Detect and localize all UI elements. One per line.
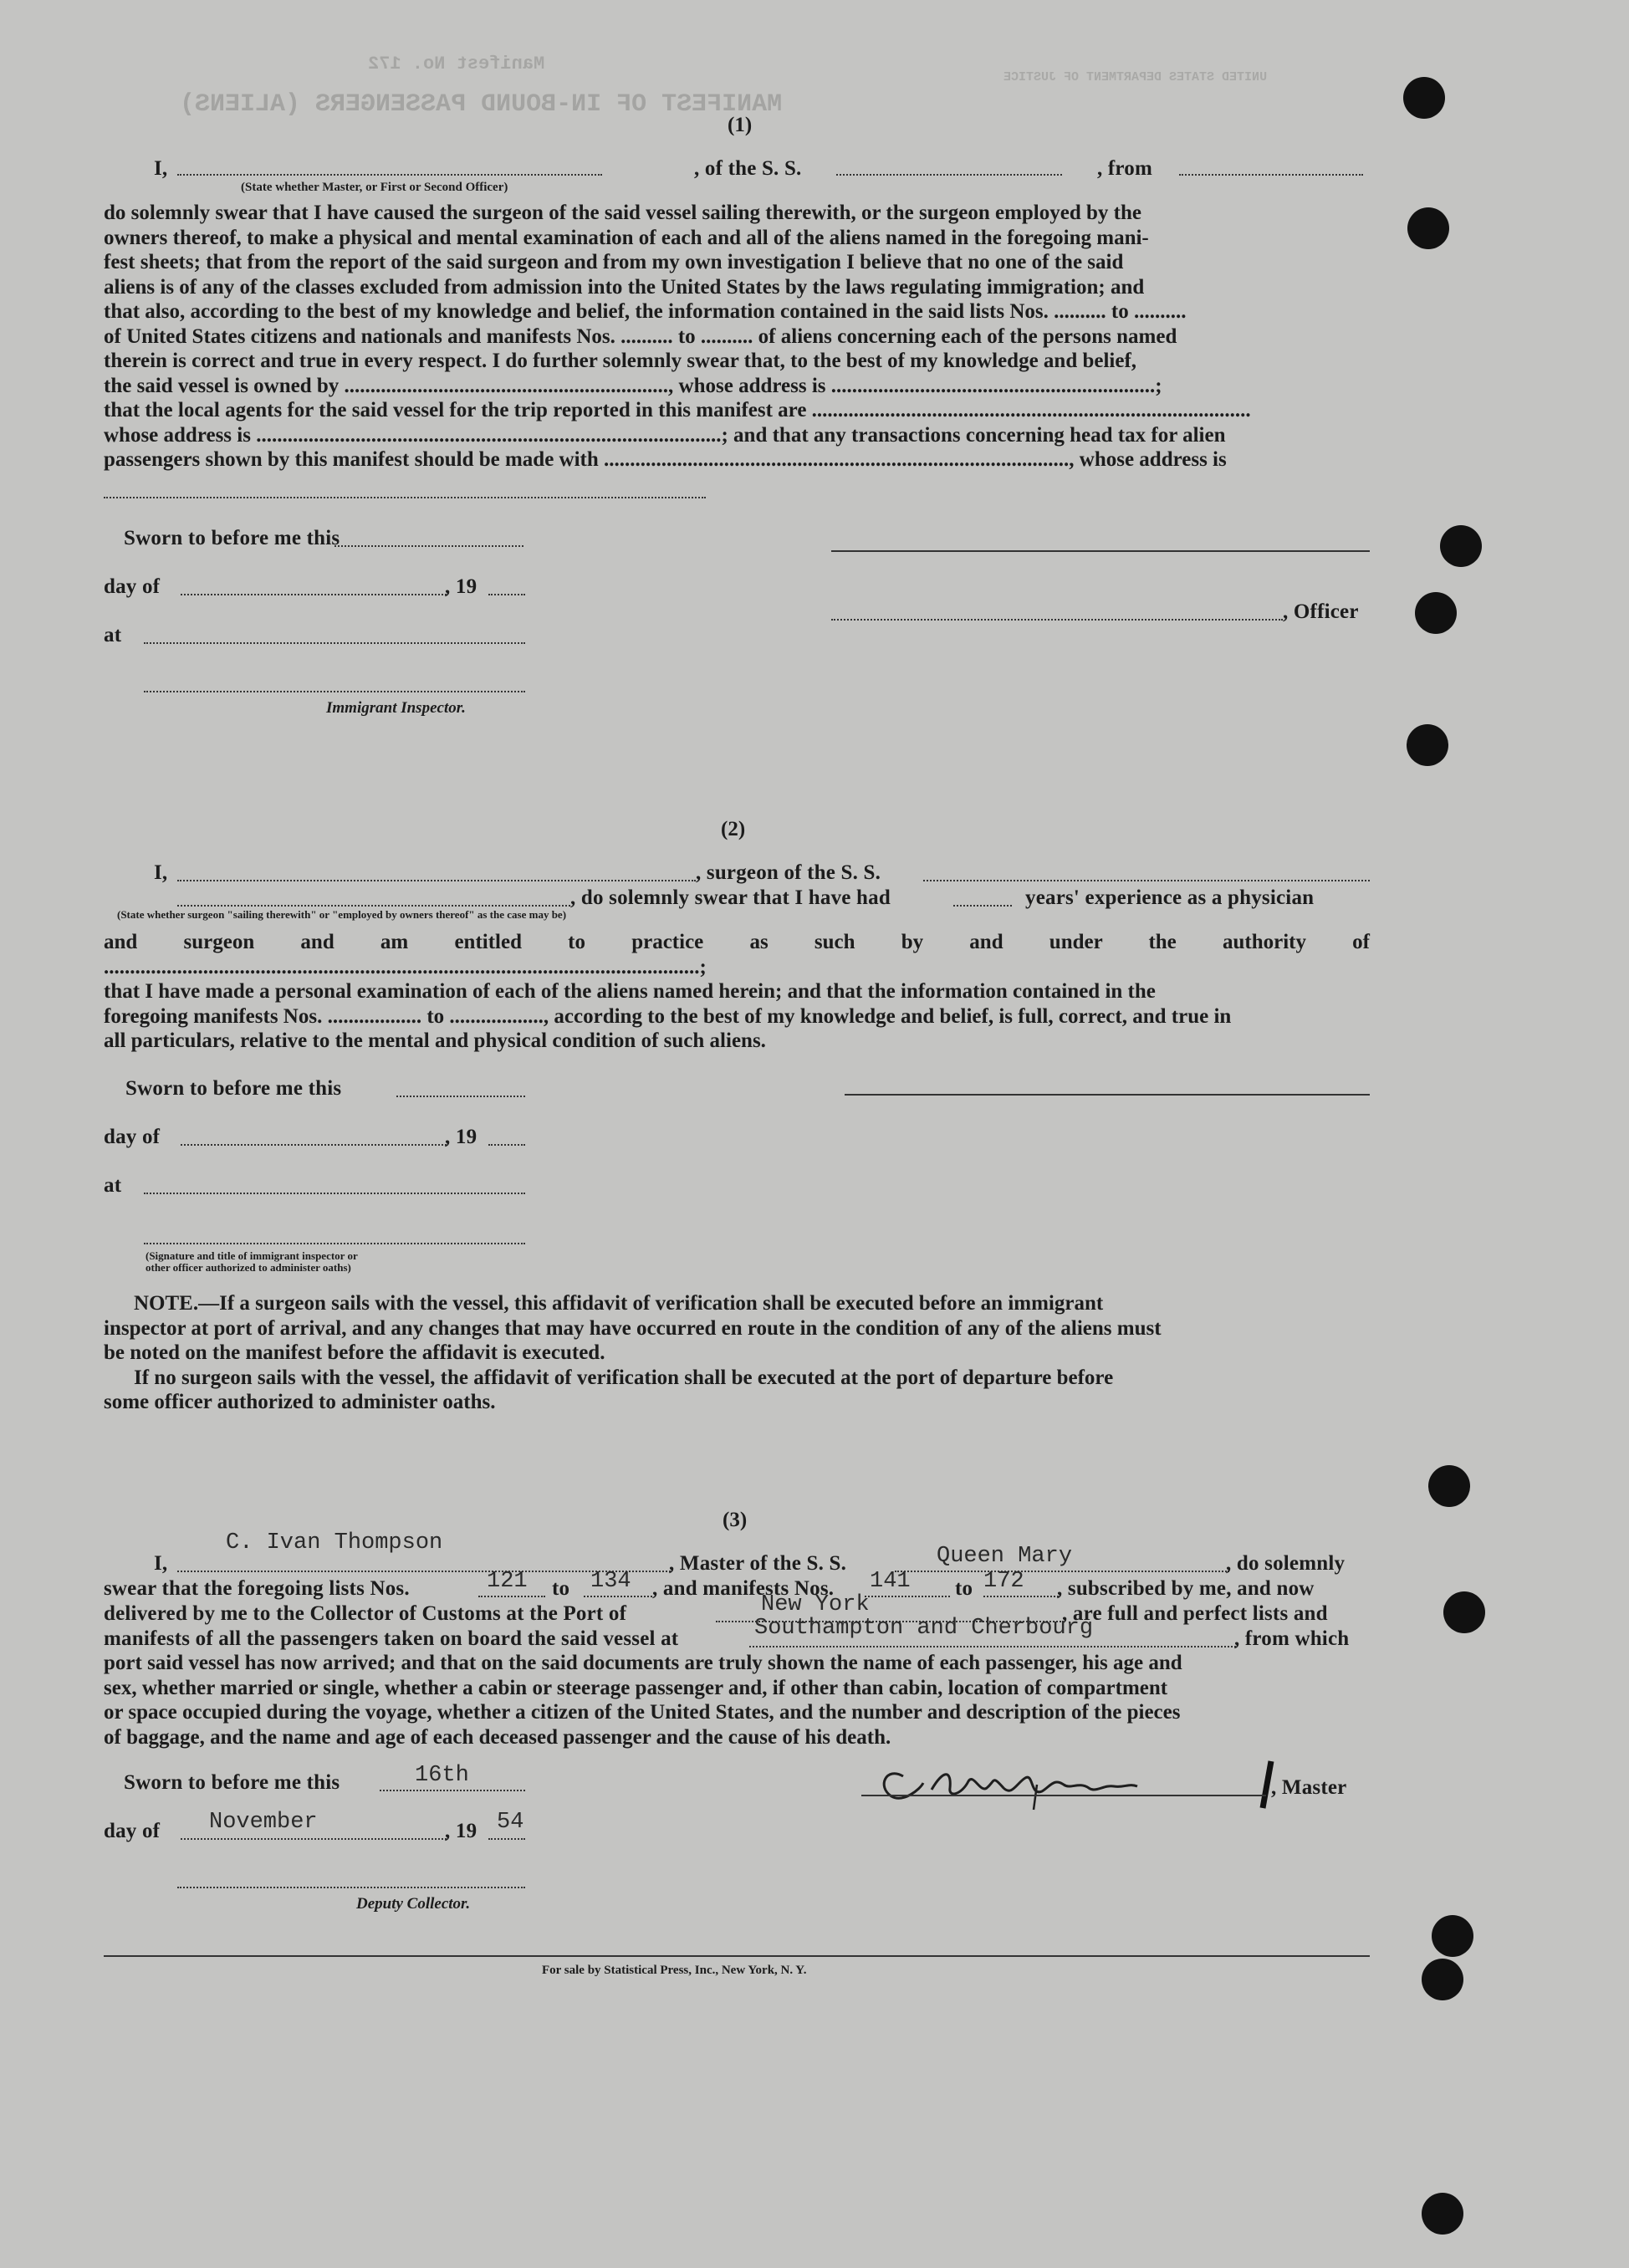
section-1-number: (1) bbox=[728, 114, 753, 136]
s1-day-line bbox=[181, 594, 447, 595]
s3-l3-b: , are full and perfect lists and bbox=[1062, 1602, 1328, 1625]
s1-para-line: therein is correct and true in every respect. I do further solemnly swear that, to the best of my knowledge and belief, bbox=[104, 350, 1137, 372]
s2-day-of-label: day of bbox=[104, 1126, 161, 1148]
bleed-through-department: UNITED STATES DEPARTMENT OF JUSTICE bbox=[1003, 70, 1268, 84]
s1-sworn-line bbox=[334, 545, 523, 547]
s2-para-line: that I have made a personal examination of each of the aliens named herein; and that the information contained in the bbox=[104, 980, 1156, 1003]
s2-sworn-label: Sworn to before me this bbox=[125, 1077, 342, 1100]
section-1-oath-text bbox=[104, 201, 1370, 472]
s3-list-to-line bbox=[584, 1596, 652, 1597]
s1-from-line bbox=[1179, 174, 1363, 176]
section-2-note bbox=[104, 1291, 1370, 1415]
s1-at-line bbox=[144, 642, 525, 644]
s1-para-line: passengers shown by this manifest should be made with ........................................................................................., whose address is bbox=[104, 448, 1227, 471]
master-name: C. Ivan Thompson bbox=[226, 1530, 443, 1555]
s3-l2-c: , subscribed by me, and now bbox=[1057, 1577, 1315, 1600]
s1-para-line: that the local agents for the said vessel for the trip reported in this manifest are .................................................................................... bbox=[104, 399, 1251, 421]
sworn-month: November bbox=[209, 1810, 318, 1835]
s1-i-label: I, bbox=[154, 157, 168, 180]
s2-year-line bbox=[488, 1144, 525, 1146]
s1-state-note: (State whether Master, or First or Second Officer) bbox=[241, 181, 508, 194]
s3-list-from-line bbox=[478, 1596, 545, 1597]
s1-of-ss: , of the S. S. bbox=[694, 157, 802, 180]
section-3-number: (3) bbox=[723, 1509, 748, 1531]
s2-state-note: (State whether surgeon "sailing therewith" or "employed by owners thereof" as the case may be) bbox=[117, 908, 567, 921]
s3-master-of: , Master of the S. S. bbox=[669, 1552, 847, 1575]
s2-i-label: I, bbox=[154, 861, 168, 884]
s3-l3-a: delivered by me to the Collector of Customs at the Port of bbox=[104, 1602, 627, 1625]
s2-at-label: at bbox=[104, 1174, 122, 1197]
s1-sworn-label: Sworn to before me this bbox=[124, 527, 340, 549]
s2-name-line bbox=[177, 905, 570, 907]
s1-officer-signature-line bbox=[831, 550, 1370, 552]
s3-day-of-label: day of bbox=[104, 1820, 161, 1842]
s1-para-line: of United States citizens and nationals and manifests Nos. .......... to .......... of aliens concerning each of the persons named bbox=[104, 324, 1177, 348]
s3-para-line: sex, whether married or single, whether a cabin or steerage passenger and, if other than cabin, location of compartment bbox=[104, 1676, 1168, 1699]
footer-rule bbox=[104, 1955, 1370, 1957]
section-2-number: (2) bbox=[721, 818, 746, 840]
s1-officer-name-line bbox=[831, 619, 1283, 621]
s3-ship-line bbox=[895, 1571, 1229, 1572]
s2-surgeon-of: , surgeon of the S. S. bbox=[696, 861, 881, 884]
s3-signature-line bbox=[861, 1795, 1266, 1796]
punch-hole bbox=[1428, 1465, 1470, 1507]
punch-hole bbox=[1440, 525, 1482, 567]
punch-hole bbox=[1415, 592, 1457, 634]
s1-address-line bbox=[104, 497, 706, 498]
s3-deputy-line bbox=[177, 1887, 525, 1888]
s3-para-line: port said vessel has now arrived; and that on the said documents are truly shown the name of each passenger, his age and bbox=[104, 1652, 1182, 1674]
s1-officer-line bbox=[177, 174, 602, 176]
s1-year-line bbox=[488, 594, 525, 595]
bleed-through-title: MANIFEST OF IN-BOUND PASSENGERS (ALIENS) bbox=[180, 90, 783, 119]
printer-credit: For sale by Statistical Press, Inc., New York, N. Y. bbox=[542, 1964, 807, 1977]
s3-man-to-line bbox=[983, 1596, 1059, 1597]
s3-para-line: or space occupied during the voyage, whether a citizen of the United States, and the number and description of the pieces bbox=[104, 1701, 1181, 1724]
s1-para-line: fest sheets; that from the report of the said surgeon and from my own investigation I believe that no one of the said bbox=[104, 251, 1124, 273]
arrival-port: New York bbox=[761, 1592, 870, 1617]
s3-l2-b: , and manifests Nos. bbox=[652, 1577, 835, 1600]
s1-para-line: the said vessel is owned by .............................................................., whose address is ..............................................................; bbox=[104, 374, 1162, 397]
s3-man-from-line bbox=[865, 1596, 950, 1597]
master-signature bbox=[870, 1744, 1288, 1811]
s2-years-line bbox=[953, 905, 1012, 907]
s3-master-label: , Master bbox=[1271, 1776, 1347, 1799]
s2-swear-line: , do solemnly swear that I have had bbox=[570, 886, 891, 909]
list-no-to: 134 bbox=[590, 1569, 631, 1594]
s2-note-line: be noted on the manifest before the affidavit is executed. bbox=[104, 1341, 605, 1364]
s3-sworn-label: Sworn to before me this bbox=[124, 1771, 340, 1794]
section-2-oath-text bbox=[104, 930, 1370, 1054]
s1-at-label: at bbox=[104, 624, 122, 646]
s2-nineteen: , 19 bbox=[445, 1126, 477, 1148]
s2-ship-line bbox=[923, 880, 1370, 881]
s3-l4-a: manifests of all the passengers taken on board the said vessel at bbox=[104, 1627, 679, 1650]
s2-sworn-line bbox=[396, 1096, 525, 1097]
sworn-day: 16th bbox=[415, 1763, 469, 1788]
s3-to1: to bbox=[552, 1577, 570, 1600]
s2-para-line: foregoing manifests Nos. .................. to .................., according to the best of my knowledge and belief, is full, correct, and true in bbox=[104, 1004, 1232, 1028]
list-no-from: 121 bbox=[487, 1569, 528, 1594]
punch-hole bbox=[1432, 1915, 1473, 1957]
s1-nineteen: , 19 bbox=[445, 575, 477, 598]
s1-inspector-label: Immigrant Inspector. bbox=[326, 699, 466, 717]
s2-para-line: and surgeon and am entitled to practice as such by and under the authority of ..................................................................................................................; bbox=[104, 931, 1370, 978]
s3-l2-a: swear that the foregoing lists Nos. bbox=[104, 1577, 410, 1600]
s1-inspector-line bbox=[144, 691, 525, 692]
section-3-oath-text bbox=[104, 1651, 1370, 1750]
s2-surgeon-line bbox=[177, 880, 696, 881]
s3-i-label: I, bbox=[154, 1552, 168, 1575]
s2-years-label: years' experience as a physician bbox=[1025, 886, 1315, 909]
s2-para-line: all particulars, relative to the mental and physical condition of such aliens. bbox=[104, 1029, 766, 1052]
s1-officer-label: , Officer bbox=[1283, 600, 1359, 623]
s3-l4-b: , from which bbox=[1234, 1627, 1350, 1650]
manifest-no-to: 172 bbox=[983, 1569, 1024, 1594]
s2-sig-note-1: (Signature and title of immigrant inspector or bbox=[146, 1249, 358, 1262]
s3-year-line bbox=[488, 1838, 525, 1840]
s2-signature-line bbox=[845, 1094, 1370, 1096]
s1-para-line: owners thereof, to make a physical and mental examination of each and all of the aliens named in the foregoing mani- bbox=[104, 226, 1149, 249]
manifest-no-from: 141 bbox=[870, 1569, 911, 1594]
s1-para-line: that also, according to the best of my knowledge and belief, the information contained in the said lists Nos. .......... to .......... bbox=[104, 300, 1187, 323]
punch-hole bbox=[1403, 77, 1445, 119]
punch-hole bbox=[1407, 207, 1449, 249]
ship-name: Queen Mary bbox=[937, 1544, 1073, 1569]
s3-day-line bbox=[181, 1838, 447, 1840]
s2-sig-note-2: other officer authorized to administer oaths) bbox=[146, 1261, 351, 1274]
s3-deputy-label: Deputy Collector. bbox=[356, 1895, 471, 1913]
sworn-year: 54 bbox=[497, 1810, 524, 1835]
s2-note-line: inspector at port of arrival, and any changes that may have occurred en route in the condition of any of the aliens must bbox=[104, 1316, 1162, 1340]
s3-to2: to bbox=[955, 1577, 973, 1600]
s3-sworn-line bbox=[380, 1790, 525, 1791]
s1-day-of-label: day of bbox=[104, 575, 161, 598]
s2-note2-line: If no surgeon sails with the vessel, the affidavit of verification shall be executed at the port of departure before bbox=[134, 1366, 1114, 1389]
s1-para-line: do solemnly swear that I have caused the surgeon of the said vessel sailing therewith, or the surgeon employed by the bbox=[104, 202, 1141, 224]
s3-boarding-line bbox=[749, 1646, 1236, 1647]
s3-para-line: of baggage, and the name and age of each deceased passenger and the cause of his death. bbox=[104, 1725, 891, 1749]
s3-do-solemnly: , do solemnly bbox=[1226, 1552, 1346, 1575]
s2-inspector-line bbox=[144, 1243, 525, 1244]
punch-hole bbox=[1443, 1591, 1485, 1633]
s1-from: , from bbox=[1097, 157, 1152, 180]
s2-note-line: NOTE.—If a surgeon sails with the vessel, this affidavit of verification shall be executed before an immigrant bbox=[134, 1292, 1104, 1315]
boarding-ports: Southampton and Cherbourg bbox=[754, 1616, 1094, 1641]
punch-hole bbox=[1422, 2193, 1463, 2235]
punch-hole bbox=[1407, 724, 1448, 766]
s3-nineteen: , 19 bbox=[445, 1820, 477, 1842]
s2-note2-line: some officer authorized to administer oaths. bbox=[104, 1391, 496, 1413]
bleed-through-manifest-no: Manifest No. 172 bbox=[368, 54, 545, 74]
s1-para-line: whose address is .........................................................................................; and that any transactions concerning head tax for alien bbox=[104, 423, 1226, 447]
s2-day-line bbox=[181, 1144, 447, 1146]
s2-at-line bbox=[144, 1193, 525, 1194]
s1-para-line: aliens is of any of the classes excluded from admission into the United States by the laws regulating immigration; and bbox=[104, 275, 1145, 299]
s1-ship-line bbox=[836, 174, 1062, 176]
punch-hole bbox=[1422, 1959, 1463, 2000]
